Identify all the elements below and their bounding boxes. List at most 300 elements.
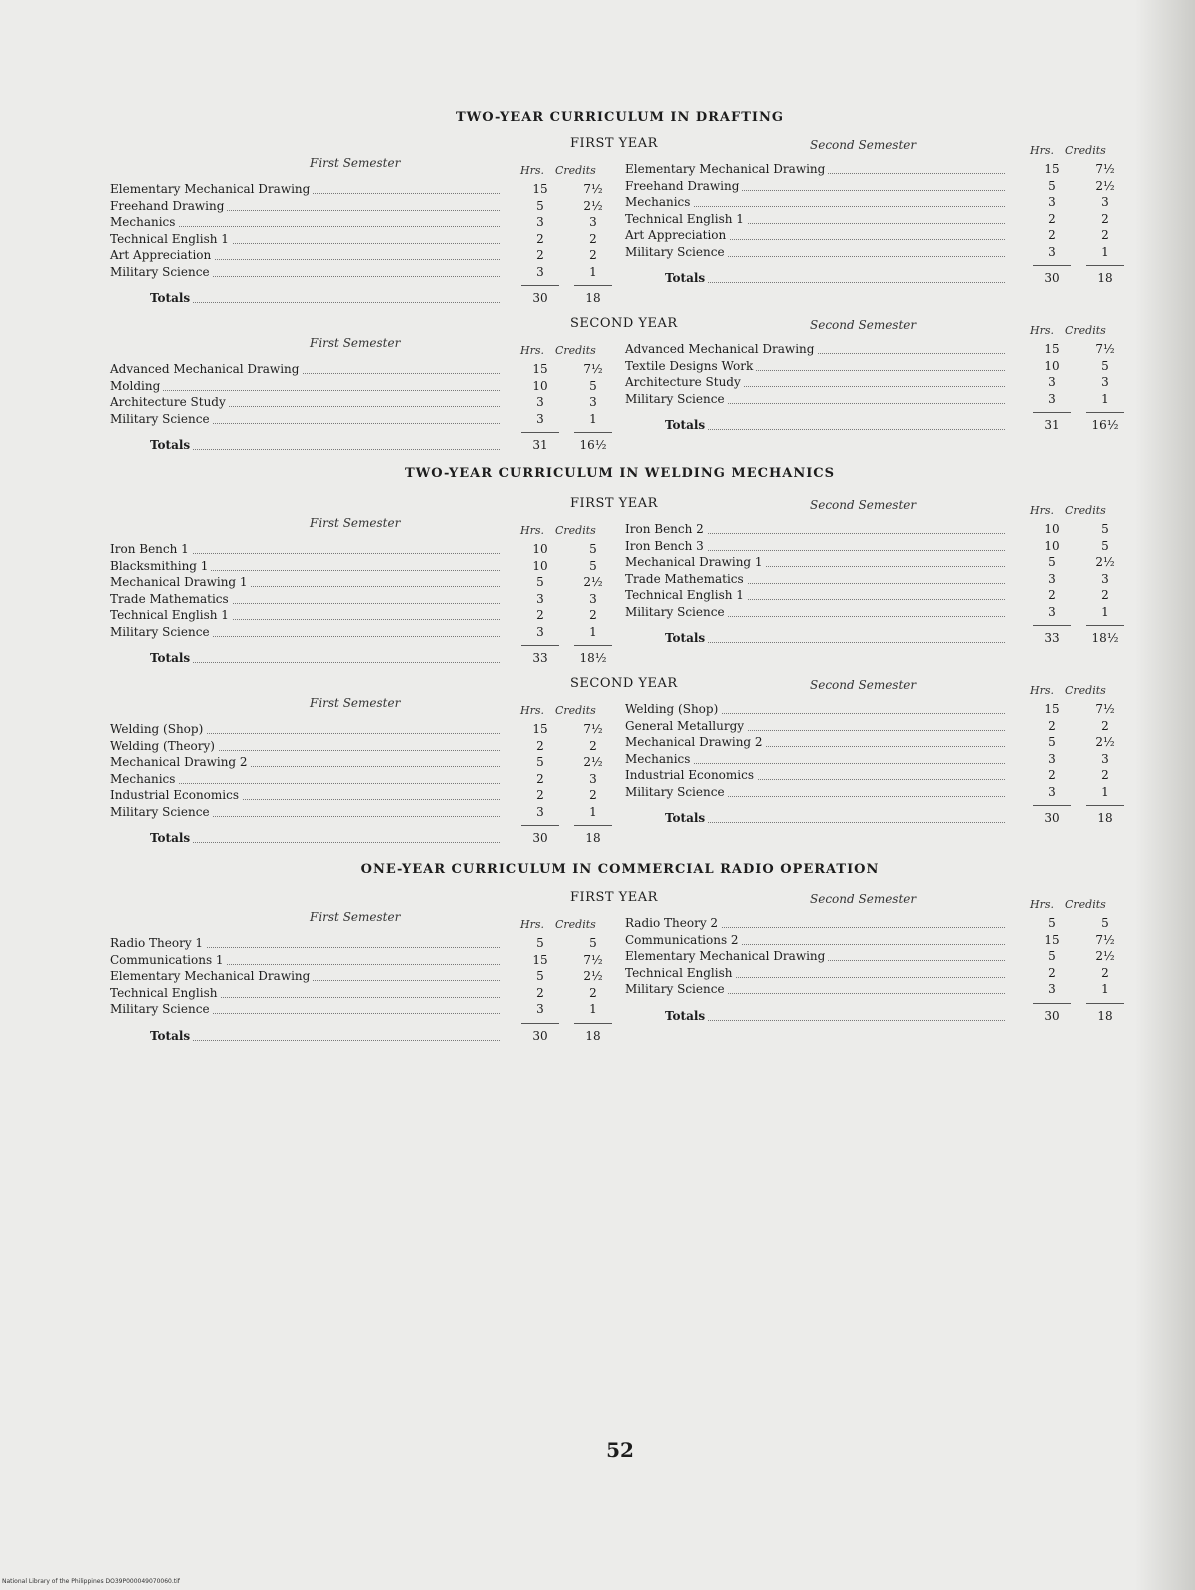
total-rule — [521, 645, 559, 646]
course-row — [625, 245, 1120, 262]
totals-row — [625, 811, 1120, 828]
course-hours: 3 — [1048, 375, 1056, 389]
total-rule — [521, 1023, 559, 1024]
course-row — [625, 555, 1120, 572]
course-row — [625, 752, 1120, 769]
course-credits: 7½ — [1095, 162, 1115, 176]
course-credits: 3 — [589, 215, 597, 229]
dot-leader — [665, 642, 1005, 643]
totals-credits: 18 — [585, 1028, 601, 1043]
course-credits: 5 — [589, 558, 597, 573]
totals-row — [625, 418, 1120, 435]
course-row — [625, 605, 1120, 622]
course-row — [625, 179, 1120, 196]
hrs-column-label: Hrs. — [1030, 504, 1054, 517]
course-row — [110, 1002, 608, 1019]
course-hours: 2 — [536, 608, 544, 622]
total-rule — [574, 1023, 612, 1024]
totals-credits: 18 — [1097, 271, 1113, 285]
course-hours: 3 — [1048, 244, 1056, 259]
total-rule — [1033, 805, 1071, 806]
course-name: Radio Theory 1 — [110, 936, 206, 950]
course-credits: 3 — [589, 395, 597, 409]
totals-label: Totals — [665, 631, 708, 645]
course-name: Elementary Mechanical Drawing — [625, 949, 828, 963]
course-hours: 3 — [1048, 982, 1056, 996]
second-semester-heading: Second Semester — [810, 892, 917, 906]
course-hours: 15 — [1044, 702, 1060, 716]
course-credits: 1 — [589, 1002, 597, 1016]
course-hours: 5 — [536, 969, 544, 983]
course-name: Trade Mathematics — [110, 592, 232, 606]
course-hours: 15 — [532, 362, 548, 376]
course-name: Architecture Study — [625, 375, 744, 389]
totals-label: Totals — [150, 831, 193, 845]
first-semester-heading: First Semester — [310, 910, 401, 924]
hrs-column-label: Hrs. — [1030, 324, 1054, 337]
course-credits: 2½ — [1095, 555, 1115, 569]
course-row — [110, 986, 608, 1003]
course-row — [110, 232, 608, 249]
course-row — [625, 735, 1120, 752]
totals-label: Totals — [150, 438, 193, 452]
course-name: Industrial Economics — [110, 788, 242, 802]
course-row — [625, 933, 1120, 950]
total-rule — [521, 825, 559, 826]
course-credits: 2 — [1101, 768, 1109, 782]
course-credits: 2 — [1101, 228, 1109, 242]
dot-leader — [665, 1020, 1005, 1021]
totals-hours: 33 — [532, 651, 548, 665]
second-semester-heading: Second Semester — [810, 318, 917, 332]
course-row — [625, 539, 1120, 556]
totals-row — [625, 1009, 1120, 1026]
first-semester-heading: First Semester — [310, 156, 401, 170]
course-row — [110, 542, 608, 559]
course-row — [625, 966, 1120, 983]
course-name: Freehand Drawing — [110, 199, 227, 213]
course-row — [625, 359, 1120, 376]
totals-label: Totals — [665, 811, 708, 825]
total-rule — [574, 825, 612, 826]
course-credits: 2½ — [583, 755, 603, 769]
course-credits: 2 — [1101, 718, 1109, 733]
dot-leader — [150, 1040, 500, 1041]
course-credits: 1 — [1101, 391, 1109, 406]
course-credits: 1 — [589, 411, 597, 426]
course-row — [110, 248, 608, 265]
course-row — [110, 199, 608, 216]
hrs-column-label: Hrs. — [520, 524, 544, 537]
totals-credits: 18 — [585, 831, 601, 845]
course-row — [110, 755, 608, 772]
course-credits: 2½ — [1095, 949, 1115, 963]
course-credits: 5 — [1101, 916, 1109, 930]
course-hours: 3 — [536, 215, 544, 229]
year-heading: FIRST YEAR — [570, 890, 658, 905]
totals-row — [625, 631, 1120, 648]
dot-leader — [150, 842, 500, 843]
course-credits: 2 — [589, 231, 597, 246]
total-rule — [1086, 412, 1124, 413]
course-hours: 5 — [1048, 555, 1056, 569]
course-hours: 10 — [532, 558, 548, 573]
course-hours: 10 — [532, 542, 548, 556]
dot-leader — [665, 822, 1005, 823]
course-hours: 2 — [536, 985, 544, 1000]
credits-column-label: Credits — [555, 344, 596, 357]
course-name: Mechanical Drawing 1 — [625, 555, 766, 569]
course-row — [625, 392, 1120, 409]
course-hours: 15 — [1044, 932, 1060, 947]
course-row — [110, 953, 608, 970]
course-row — [110, 608, 608, 625]
course-credits: 1 — [589, 804, 597, 819]
total-rule — [1033, 1003, 1071, 1004]
course-credits: 2 — [589, 738, 597, 753]
course-row — [110, 772, 608, 789]
totals-credits: 16½ — [579, 438, 607, 452]
course-row — [110, 936, 608, 953]
dot-leader — [110, 390, 500, 391]
course-credits: 7½ — [583, 362, 603, 376]
totals-label: Totals — [665, 271, 708, 285]
total-rule — [574, 285, 612, 286]
totals-row — [110, 438, 608, 455]
course-name: Freehand Drawing — [625, 179, 742, 193]
course-credits: 5 — [1101, 538, 1109, 553]
course-row — [625, 719, 1120, 736]
course-row — [625, 195, 1120, 212]
course-name: Advanced Mechanical Drawing — [110, 362, 302, 376]
course-credits: 1 — [589, 264, 597, 279]
course-credits: 3 — [1101, 375, 1109, 389]
course-name: Blacksmithing 1 — [110, 559, 211, 573]
course-hours: 3 — [536, 1002, 544, 1016]
course-hours: 15 — [532, 722, 548, 736]
totals-row — [110, 651, 608, 668]
totals-row — [110, 831, 608, 848]
course-name: Welding (Theory) — [110, 739, 218, 753]
course-row — [110, 215, 608, 232]
total-rule — [1033, 265, 1071, 266]
totals-row — [625, 271, 1120, 288]
course-credits: 7½ — [1095, 702, 1115, 716]
course-name: Art Appreciation — [625, 228, 729, 242]
course-name: Military Science — [110, 805, 213, 819]
year-heading: SECOND YEAR — [570, 676, 678, 691]
course-hours: 3 — [536, 624, 544, 639]
totals-credits: 18 — [1097, 811, 1113, 825]
course-row — [625, 588, 1120, 605]
course-row — [625, 522, 1120, 539]
course-hours: 2 — [1048, 768, 1056, 782]
course-name: Technical English 1 — [625, 588, 747, 602]
totals-hours: 30 — [532, 831, 548, 845]
course-hours: 5 — [1048, 916, 1056, 930]
course-name: Technical English — [110, 986, 220, 1000]
course-hours: 2 — [1048, 588, 1056, 602]
totals-hours: 31 — [532, 438, 548, 452]
course-name: Communications 1 — [110, 953, 227, 967]
year-heading: FIRST YEAR — [570, 496, 658, 511]
course-hours: 2 — [536, 248, 544, 262]
course-hours: 2 — [536, 738, 544, 753]
course-credits: 5 — [1101, 358, 1109, 373]
course-row — [625, 982, 1120, 999]
year-heading: FIRST YEAR — [570, 136, 658, 151]
course-row — [110, 592, 608, 609]
course-hours: 5 — [1048, 735, 1056, 749]
course-hours: 2 — [1048, 718, 1056, 733]
course-hours: 3 — [536, 411, 544, 426]
course-name: Elementary Mechanical Drawing — [625, 162, 828, 176]
section-title: TWO-YEAR CURRICULUM IN DRAFTING — [455, 110, 784, 125]
course-row — [110, 722, 608, 739]
course-hours: 2 — [1048, 228, 1056, 242]
second-semester-heading: Second Semester — [810, 498, 917, 512]
course-credits: 1 — [1101, 244, 1109, 259]
course-name: Military Science — [625, 982, 728, 996]
second-semester-heading: Second Semester — [810, 138, 917, 152]
total-rule — [1033, 625, 1071, 626]
totals-hours: 30 — [1044, 271, 1060, 285]
course-hours: 2 — [536, 788, 544, 802]
course-row — [110, 559, 608, 576]
totals-hours: 30 — [1044, 1008, 1060, 1023]
course-name: Technical English — [625, 966, 735, 980]
totals-row — [110, 1029, 608, 1046]
dot-leader — [150, 302, 500, 303]
credits-column-label: Credits — [1065, 144, 1106, 157]
credits-column-label: Credits — [555, 918, 596, 931]
course-hours: 5 — [1048, 178, 1056, 193]
total-rule — [1086, 805, 1124, 806]
course-name: Military Science — [110, 1002, 213, 1016]
course-hours: 3 — [536, 264, 544, 279]
course-credits: 1 — [589, 624, 597, 639]
course-name: Technical English 1 — [110, 608, 232, 622]
totals-credits: 18½ — [1091, 631, 1119, 645]
course-name: Molding — [110, 379, 163, 393]
course-row — [110, 362, 608, 379]
first-semester-heading: First Semester — [310, 336, 401, 350]
hrs-column-label: Hrs. — [1030, 144, 1054, 157]
hrs-column-label: Hrs. — [520, 704, 544, 717]
course-row — [625, 162, 1120, 179]
totals-label: Totals — [665, 1009, 708, 1023]
course-hours: 3 — [1048, 391, 1056, 406]
course-name: Mechanical Drawing 1 — [110, 575, 251, 589]
course-row — [110, 739, 608, 756]
hrs-column-label: Hrs. — [520, 344, 544, 357]
totals-hours: 30 — [532, 1028, 548, 1043]
course-row — [625, 949, 1120, 966]
total-rule — [574, 645, 612, 646]
course-row — [625, 228, 1120, 245]
course-name: Art Appreciation — [110, 248, 214, 262]
course-hours: 5 — [536, 936, 544, 950]
course-credits: 2 — [589, 248, 597, 262]
course-credits: 5 — [589, 542, 597, 556]
credits-column-label: Credits — [1065, 898, 1106, 911]
course-name: Advanced Mechanical Drawing — [625, 342, 817, 356]
course-name: Mechanics — [625, 195, 693, 209]
second-semester-heading: Second Semester — [810, 678, 917, 692]
course-row — [110, 265, 608, 282]
course-credits: 1 — [1101, 982, 1109, 996]
course-row — [625, 702, 1120, 719]
totals-hours: 33 — [1044, 631, 1060, 645]
course-hours: 3 — [536, 804, 544, 819]
course-row — [625, 342, 1120, 359]
totals-label: Totals — [150, 291, 193, 305]
course-name: Military Science — [625, 605, 728, 619]
course-row — [110, 788, 608, 805]
section-title: TWO-YEAR CURRICULUM IN WELDING MECHANICS — [404, 466, 836, 481]
totals-credits: 18 — [1097, 1008, 1113, 1023]
first-semester-heading: First Semester — [310, 696, 401, 710]
course-credits: 3 — [1101, 195, 1109, 209]
course-row — [625, 375, 1120, 392]
course-credits: 3 — [1101, 571, 1109, 586]
course-hours: 3 — [1048, 751, 1056, 766]
total-rule — [1086, 1003, 1124, 1004]
course-name: Mechanics — [625, 752, 693, 766]
course-hours: 2 — [1048, 211, 1056, 226]
course-name: Textile Designs Work — [625, 359, 756, 373]
course-hours: 2 — [536, 771, 544, 786]
course-credits: 5 — [1101, 522, 1109, 536]
course-credits: 3 — [589, 771, 597, 786]
course-credits: 2 — [589, 985, 597, 1000]
course-credits: 2½ — [1095, 178, 1115, 193]
course-row — [110, 805, 608, 822]
year-heading: SECOND YEAR — [570, 316, 678, 331]
hrs-column-label: Hrs. — [1030, 684, 1054, 697]
course-credits: 7½ — [583, 182, 603, 196]
course-hours: 3 — [1048, 604, 1056, 619]
course-name: Mechanical Drawing 2 — [625, 735, 766, 749]
course-row — [625, 785, 1120, 802]
course-hours: 10 — [532, 378, 548, 393]
course-credits: 7½ — [1095, 342, 1115, 356]
course-hours: 3 — [536, 395, 544, 409]
course-name: Military Science — [625, 245, 728, 259]
course-name: Industrial Economics — [625, 768, 757, 782]
totals-row — [110, 291, 608, 308]
course-hours: 5 — [1048, 949, 1056, 963]
course-credits: 2½ — [583, 575, 603, 589]
scan-edge-shadow — [1135, 0, 1195, 1590]
course-hours: 15 — [532, 952, 548, 967]
course-hours: 10 — [1044, 538, 1060, 553]
course-name: Communications 2 — [625, 933, 742, 947]
course-name: Elementary Mechanical Drawing — [110, 182, 313, 196]
course-hours: 15 — [1044, 342, 1060, 356]
course-row — [110, 379, 608, 396]
course-row — [110, 412, 608, 429]
total-rule — [1033, 412, 1071, 413]
totals-hours: 30 — [1044, 811, 1060, 825]
course-row — [625, 768, 1120, 785]
page-number: 52 — [606, 1438, 634, 1462]
totals-hours: 30 — [532, 291, 548, 305]
course-row — [110, 625, 608, 642]
totals-label: Totals — [150, 1029, 193, 1043]
course-name: Military Science — [110, 625, 213, 639]
course-credits: 3 — [589, 591, 597, 606]
course-name: Mechanics — [110, 772, 178, 786]
course-hours: 3 — [1048, 195, 1056, 209]
course-name: Technical English 1 — [625, 212, 747, 226]
course-name: Military Science — [625, 392, 728, 406]
course-credits: 5 — [589, 936, 597, 950]
course-hours: 3 — [1048, 571, 1056, 586]
course-name: Iron Bench 3 — [625, 539, 707, 553]
hrs-column-label: Hrs. — [520, 164, 544, 177]
total-rule — [1086, 625, 1124, 626]
credits-column-label: Credits — [555, 704, 596, 717]
course-hours: 3 — [1048, 784, 1056, 799]
course-credits: 2 — [1101, 588, 1109, 602]
course-credits: 3 — [1101, 751, 1109, 766]
course-name: Military Science — [110, 265, 213, 279]
course-hours: 15 — [532, 182, 548, 196]
total-rule — [521, 432, 559, 433]
dot-leader — [150, 662, 500, 663]
hrs-column-label: Hrs. — [1030, 898, 1054, 911]
dot-leader — [665, 429, 1005, 430]
course-row — [625, 916, 1120, 933]
credits-column-label: Credits — [1065, 684, 1106, 697]
total-rule — [1086, 265, 1124, 266]
course-name: Elementary Mechanical Drawing — [110, 969, 313, 983]
total-rule — [521, 285, 559, 286]
course-hours: 2 — [1048, 965, 1056, 980]
course-name: Welding (Shop) — [625, 702, 721, 716]
totals-label: Totals — [665, 418, 708, 432]
course-hours: 15 — [1044, 162, 1060, 176]
course-credits: 2½ — [1095, 735, 1115, 749]
course-hours: 3 — [536, 591, 544, 606]
course-name: Architecture Study — [110, 395, 229, 409]
course-credits: 2 — [1101, 211, 1109, 226]
course-credits: 1 — [1101, 784, 1109, 799]
course-row — [625, 212, 1120, 229]
course-credits: 2 — [589, 788, 597, 802]
totals-credits: 18 — [585, 291, 601, 305]
course-credits: 2½ — [583, 969, 603, 983]
course-name: Welding (Shop) — [110, 722, 206, 736]
dot-leader — [150, 449, 500, 450]
course-credits: 7½ — [1095, 932, 1115, 947]
section-title: ONE-YEAR CURRICULUM IN COMMERCIAL RADIO OPERATION — [360, 862, 880, 877]
course-hours: 5 — [536, 198, 544, 213]
dot-leader — [665, 282, 1005, 283]
course-name: Trade Mathematics — [625, 572, 747, 586]
course-credits: 7½ — [583, 952, 603, 967]
course-credits: 2 — [589, 608, 597, 622]
course-credits: 5 — [589, 378, 597, 393]
course-name: Mechanical Drawing 2 — [110, 755, 251, 769]
first-semester-heading: First Semester — [310, 516, 401, 530]
course-hours: 2 — [536, 231, 544, 246]
credits-column-label: Credits — [1065, 324, 1106, 337]
course-name: Iron Bench 2 — [625, 522, 707, 536]
course-credits: 2 — [1101, 965, 1109, 980]
credits-column-label: Credits — [555, 164, 596, 177]
